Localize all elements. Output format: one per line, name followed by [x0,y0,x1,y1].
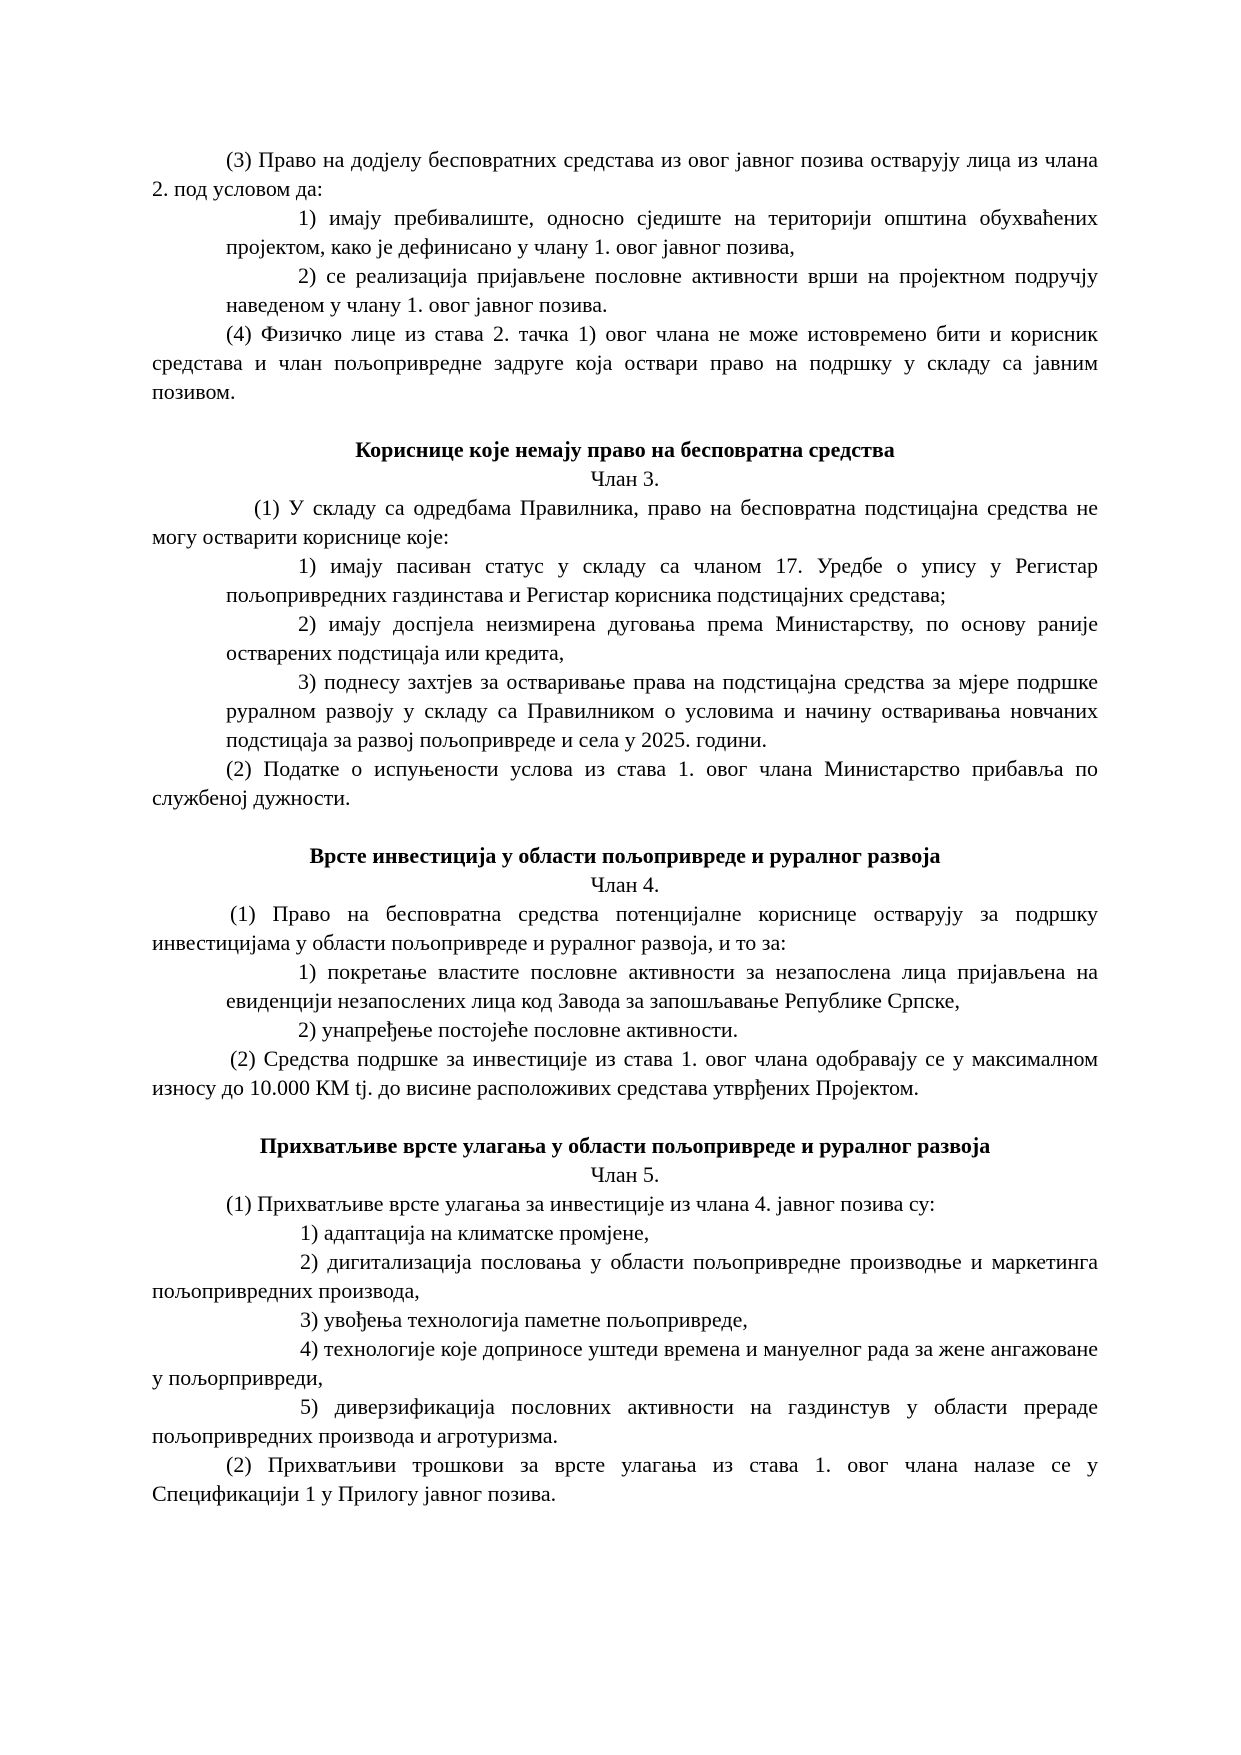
article-5-number: Члан 5. [590,1162,660,1187]
article-4-number: Члан 4. [590,872,660,897]
article-5-item-3: 3) увођења технологија паметне пољопривреде, [300,1307,748,1332]
spacer [152,1102,1098,1131]
spacer [152,406,1098,435]
article-5-item-5: 5) диверзификација пословних активности на газдинстув у области прераде пољопривредних производа и агротуризма. [152,1394,1098,1448]
article-3-title: Кориснице које немају право на бесповратна средства [355,437,895,462]
article-5-item-2: 2) дигитализација пословања у области пољопривредне производње и маркетинга пољопривредних производа, [152,1249,1098,1303]
paragraph-4: (4) Физичко лице из става 2. тачка 1) овог члана не може истовремено бити и корисник средстава и члан пољопривредне задруге која оствари право на подршку у складу са јавним позивом. [152,321,1098,404]
document-page [152,145,1098,1508]
article-3-paragraph-2: (2) Податке о испуњености услова из става 1. овог члана Министарство прибавља по службеној дужности. [152,756,1098,810]
paragraph-3-item-2: 2) се реализација пријављене пословне активности врши на пројектном подручју наведеном у члану 1. овог јавног позива. [226,263,1098,317]
article-4-paragraph-1: (1) Право на бесповратна средства потенцијалне кориснице остварују за подршку инвестицијама у области пољопривреде и руралног развоја, и то за: [152,901,1098,955]
article-5-paragraph-1: (1) Прихватљиве врсте улагања за инвестиције из члана 4. јавног позива су: [226,1191,936,1216]
article-5-item-4: 4) технологије које доприносе уштеди времена и мануелног рада за жене ангажоване у пољорпривреди, [152,1336,1098,1390]
article-4-item-1: 1) покретање властите пословне активности за незапослена лица пријављена на евиденцији незапослених лица код Завода за запошљавање Републике Српске, [226,959,1098,1013]
article-3-item-1: 1) имају пасиван статус у складу са чланом 17. Уредбе о упису у Регистар пољопривредних газдинстава и Регистар корисника подстицајних средстава; [226,553,1098,607]
spacer [152,812,1098,841]
article-3-paragraph-1: (1) У складу са одредбама Правилника, право на бесповратна подстицајна средства не могу остварити кориснице које: [152,495,1098,549]
paragraph-3: (3) Право на додјелу бесповратних средстава из овог јавног позива остварују лица из члана 2. под условом да: [152,147,1098,201]
article-5-title: Прихватљиве врсте улагања у области пољопривреде и руралног развоја [259,1133,991,1158]
article-5-item-1: 1) адаптација на климатске промјене, [300,1220,650,1245]
article-5-paragraph-2: (2) Прихватљиви трошкови за врсте улагања из става 1. овог члана налазе се у Спецификацији 1 у Прилогу јавног позива. [152,1452,1098,1506]
article-4-paragraph-2: (2) Средства подршке за инвестиције из става 1. овог члана одобравају се у максималном износу до 10.000 КМ tj. до висине расположивих средстава утврђених Пројектом. [152,1046,1098,1100]
article-4-item-2: 2) унапређење постојеће пословне активности. [298,1017,739,1042]
article-3-number: Члан 3. [590,466,660,491]
article-3-item-2: 2) имају доспјела неизмирена дуговања према Министарству, по основу раније остварених подстицаја или кредита, [226,611,1098,665]
paragraph-3-item-1: 1) имају пребивалиште, односно сједиште на територији општина обухваћених пројектом, како је дефинисано у члану 1. овог јавног позива, [226,205,1098,259]
article-3-item-3: 3) поднесу захтјев за остваривање права на подстицајна средства за мјере подршке руралном развоју у складу са Правилником о условима и начину остваривања новчаних подстицаја за развој пољопривреде и села у 2025. години. [226,669,1098,752]
article-4-title: Врсте инвестиција у области пољопривреде и руралног развоја [309,843,941,868]
